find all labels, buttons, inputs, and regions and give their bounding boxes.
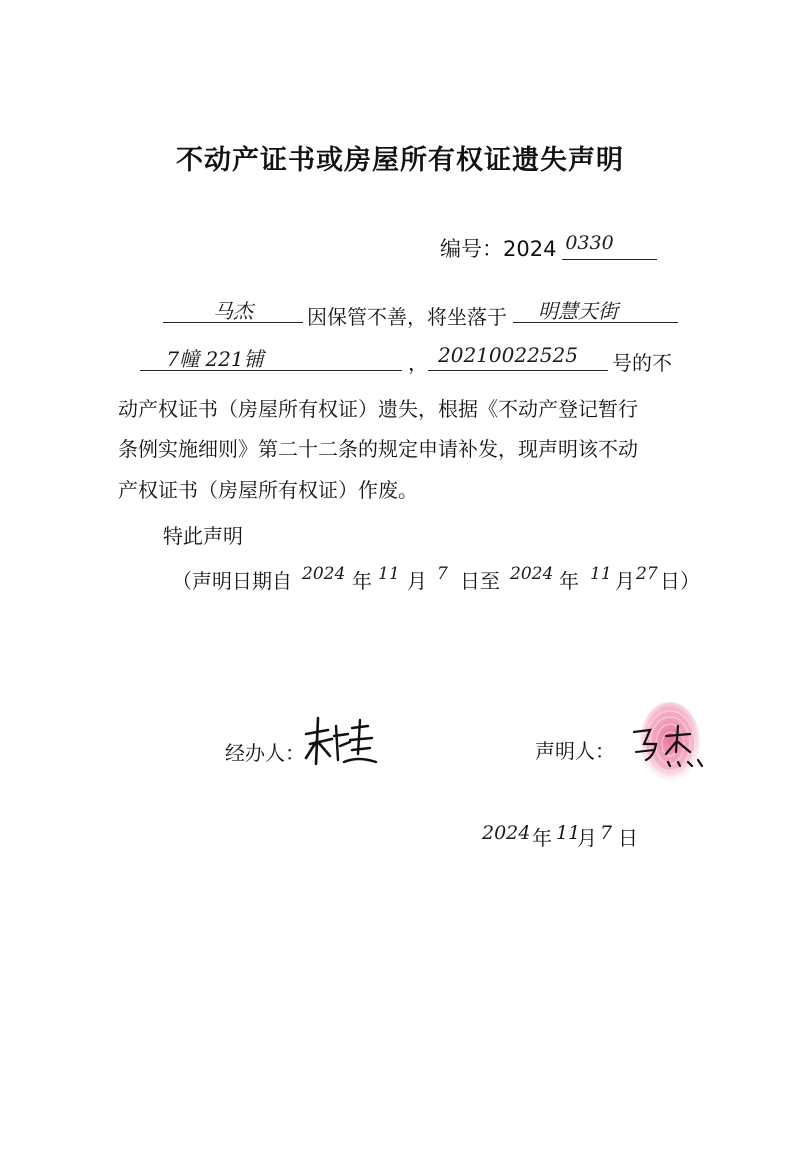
location-handwritten-2: 7幢 221铺 xyxy=(166,347,264,371)
special-statement: 特此声明 xyxy=(163,524,243,548)
period-end-year: 2024 xyxy=(510,564,554,584)
date-year: 2024 xyxy=(482,822,531,844)
declarant-name-handwritten: 马杰 xyxy=(213,299,253,323)
location-handwritten-1: 明慧天街 xyxy=(538,299,618,323)
number-label: 编号：2024 xyxy=(440,237,557,261)
document-title: 不动产证书或房屋所有权证遗失声明 xyxy=(176,145,624,176)
declarant-signature xyxy=(630,722,710,772)
comma: ， xyxy=(408,351,428,375)
certificate-number-handwritten: 20210022525 xyxy=(438,343,578,367)
paragraph-line-4: 条例实施细则》第二十二条的规定申请补发，现声明该不动 xyxy=(118,437,638,461)
period-suffix: 日） xyxy=(660,569,700,593)
period-start-day: 7 xyxy=(437,564,448,584)
period-end-month: 11 xyxy=(590,564,612,584)
period-start-month: 11 xyxy=(378,564,400,584)
period-month-char-2: 月 xyxy=(615,569,635,593)
period-month-char-1: 月 xyxy=(407,569,427,593)
period-to: 日至 xyxy=(460,569,500,593)
date-day-char: 日 xyxy=(618,826,638,850)
declarant-label: 声明人： xyxy=(535,739,615,763)
number-handwritten: 0330 xyxy=(565,232,614,254)
number-underline xyxy=(562,259,657,260)
period-prefix: （声明日期自 xyxy=(172,569,292,593)
date-month: 11 xyxy=(556,822,581,844)
date-day: 7 xyxy=(600,822,613,844)
date-year-char: 年 xyxy=(532,826,552,850)
handler-label: 经办人： xyxy=(225,741,305,765)
period-start-year: 2024 xyxy=(302,564,346,584)
date-month-char: 月 xyxy=(577,826,597,850)
certificate-number-underline xyxy=(428,370,608,371)
paragraph-line-5: 产权证书（房屋所有权证）作废。 xyxy=(118,478,418,502)
period-year-char-1: 年 xyxy=(352,569,372,593)
line1-text: 因保管不善，将坐落于 xyxy=(307,305,507,329)
handler-signature xyxy=(300,712,380,772)
period-end-day: 27 xyxy=(636,564,658,584)
paragraph-line-3: 动产权证书（房屋所有权证）遗失，根据《不动产登记暂行 xyxy=(118,397,638,421)
period-year-char-2: 年 xyxy=(559,569,579,593)
line2-suffix: 号的不 xyxy=(612,351,672,375)
